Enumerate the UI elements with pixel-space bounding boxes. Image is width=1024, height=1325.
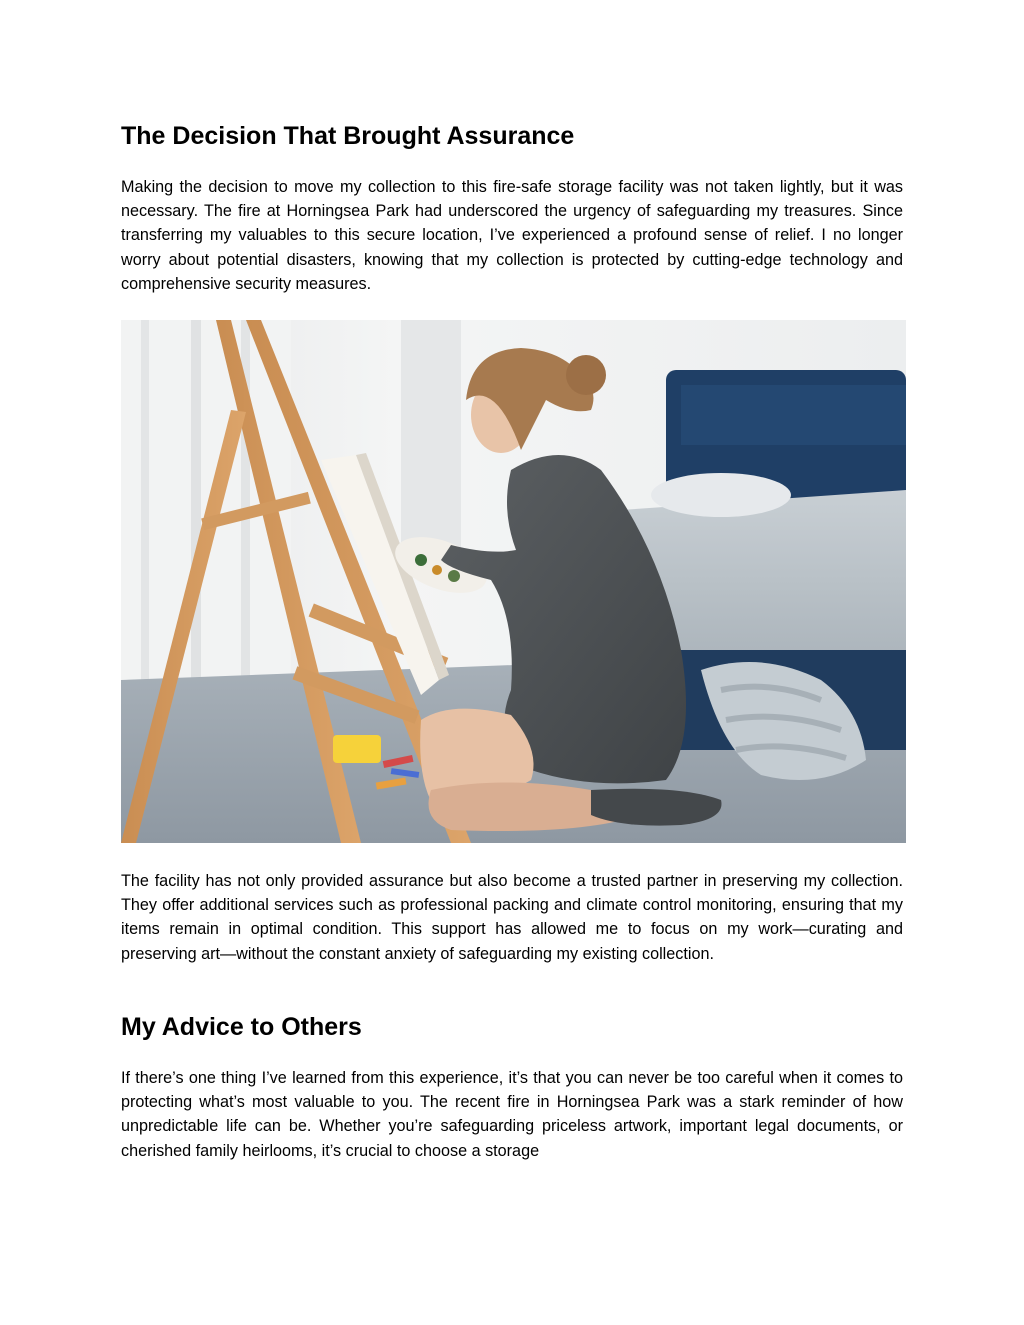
paragraph-facility: The facility has not only provided assurance but also become a trusted partner in preserving my collection. They offer additional services such as professional packing and climate control monitoring, ensuring that my items remain in optimal condition. This support has allowed me to focus on my work—curating and preserving art—without the constant anxiety of safeguarding my existing collection. bbox=[121, 872, 903, 963]
paragraph-advice: If there’s one thing I’ve learned from this experience, it’s that you can never be too careful when it comes to protecting what’s most valuable to you. The recent fire in Horningsea Park was a stark reminder of how unpredictable life can be. Whether you’re safeguarding priceless artwork, important legal documents, or cherished family heirlooms, it’s crucial to choose a storage bbox=[121, 1069, 903, 1160]
artist-painting-photo bbox=[121, 320, 906, 843]
paragraph-decision: Making the decision to move my collection to this fire-safe storage facility was not taken lightly, but it was necessary. The fire at Horningsea Park had underscored the urgency of safeguarding my treasures. Since transferring my valuables to this secure location, I’ve experienced a profound sense of relief. I no longer worry about potential disasters, knowing that my collection is protected by cutting-edge technology and comprehensive security measures. bbox=[121, 178, 903, 293]
paragraph-advice-container bbox=[121, 1066, 903, 1163]
section-heading-decision: The Decision That Brought Assurance bbox=[121, 122, 575, 150]
section-heading-advice: My Advice to Others bbox=[121, 1013, 362, 1041]
